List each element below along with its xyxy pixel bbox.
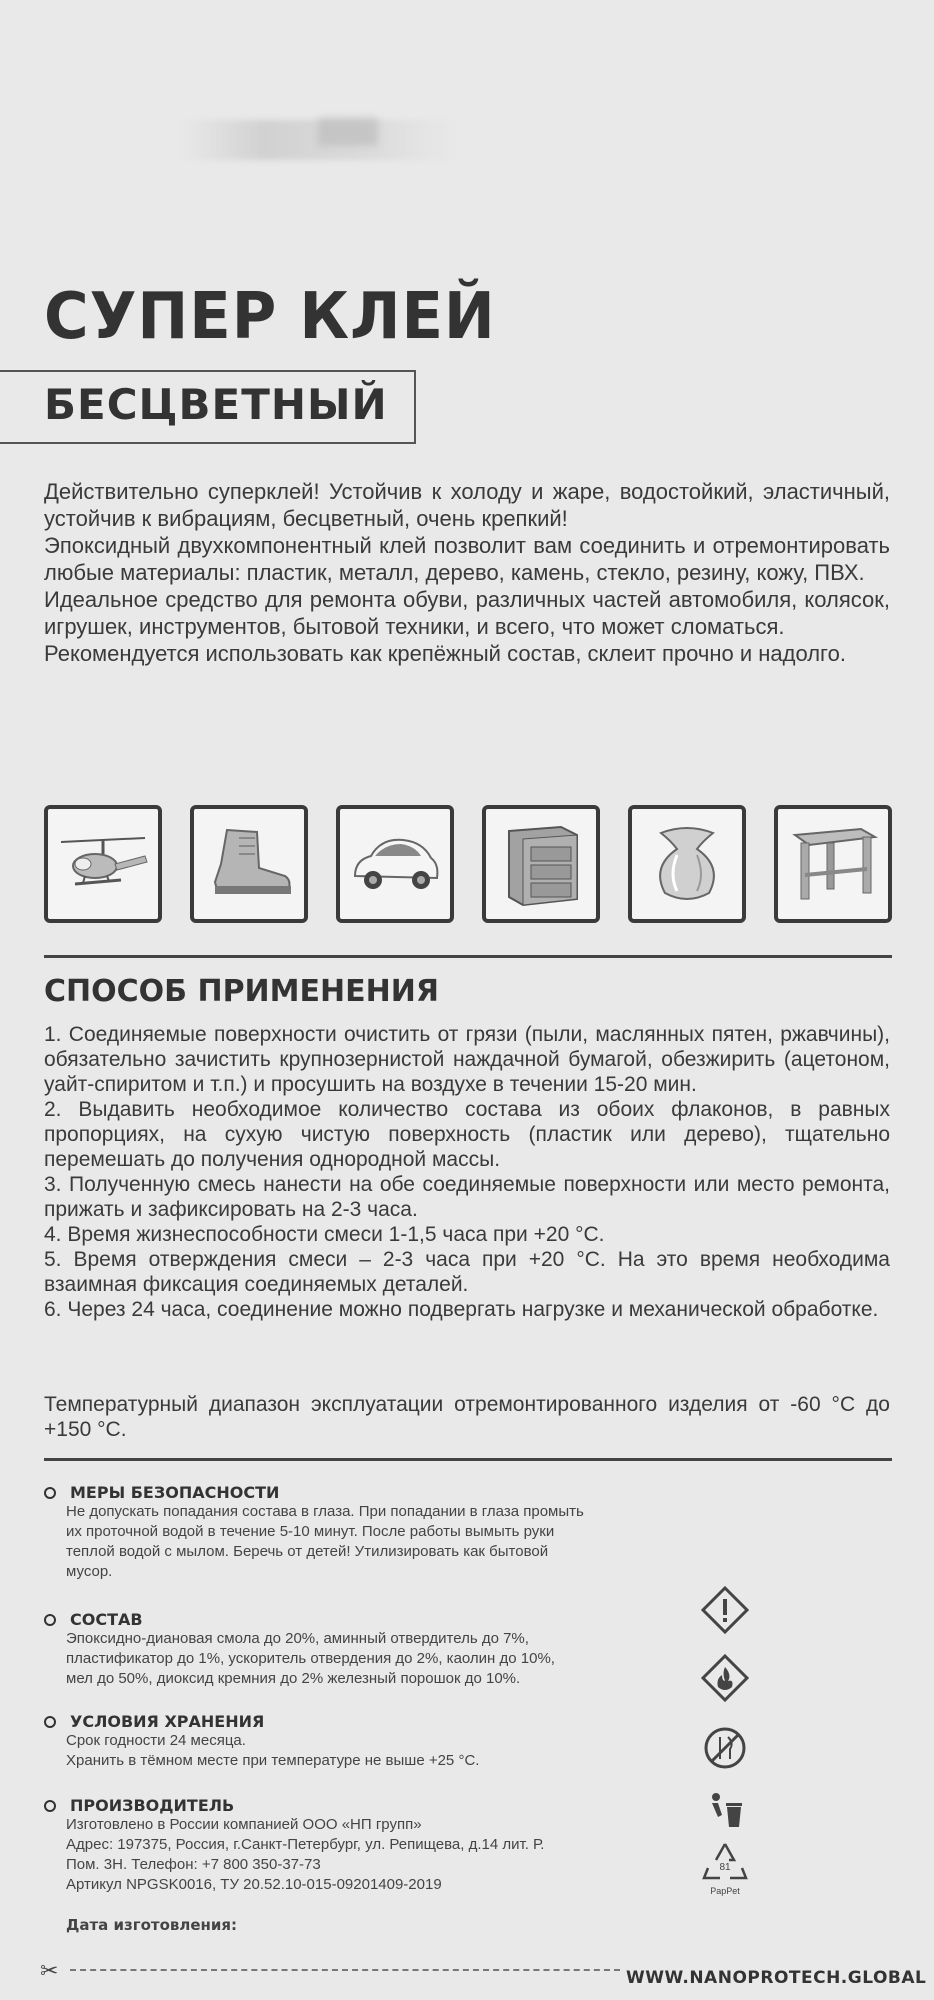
recycle-icon	[700, 1840, 750, 1898]
bullet-icon	[44, 1716, 56, 1728]
bullet-icon	[44, 1614, 56, 1626]
product-subtitle: БЕСЦВЕТНЫЙ	[44, 380, 388, 429]
bullet-icon	[44, 1800, 56, 1812]
bullet-icon	[44, 1487, 56, 1499]
composition-line: пластификатор до 1%, ускоритель отвердения до 2%, каолин до 10%,	[66, 1650, 555, 1667]
website-url: WWW.NANOPROTECH.GLOBAL	[626, 1968, 927, 1988]
application-icons	[44, 805, 892, 923]
intro-paragraph: Идеальное средство для ремонта обуви, различных частей автомобиля, колясок, игрушек, инструментов, бытовой техники, и всего, что может сломаться.	[44, 587, 890, 639]
drawers-icon	[482, 805, 600, 923]
safety-line: Не допускать попадания состава в глаза. При попадании в глаза промыть	[66, 1503, 584, 1520]
composition-heading: СОСТАВ	[70, 1610, 143, 1629]
helicopter-icon	[44, 805, 162, 923]
safety-section	[44, 1483, 684, 1582]
intro-paragraph: Рекомендуется использовать как крепёжный состав, склеит прочно и надолго.	[44, 641, 846, 666]
no-food-icon	[700, 1723, 750, 1773]
composition-line: мел до 50%, диоксид кремния до 2% железный порошок до 10%.	[66, 1670, 521, 1687]
usage-step: 6. Через 24 часа, соединение можно подвергать нагрузке и механической обработке.	[44, 1298, 879, 1321]
temperature-range: Температурный диапазон эксплуатации отремонтированного изделия от -60 °С до +150 °С.	[44, 1393, 890, 1441]
scissors-icon: ✂	[40, 1958, 59, 1983]
manufacturer-line: Изготовлено в России компанией ООО «НП групп»	[66, 1816, 422, 1833]
storage-section	[44, 1712, 684, 1771]
usage-step: 5. Время отверждения смеси – 2-3 часа при +20 °С. На это время необходима взаимная фиксация соединяемых деталей.	[44, 1248, 890, 1296]
manufacture-date-label: Дата изготовления:	[66, 1916, 238, 1934]
stool-icon	[774, 805, 892, 923]
manufacturer-section	[44, 1796, 684, 1895]
composition-line: Эпоксидно-диановая смола до 20%, аминный отвердитель до 7%,	[66, 1630, 529, 1647]
safety-line: их проточной водой в течение 5-10 минут. После работы вымыть руки	[66, 1523, 555, 1540]
composition-section	[44, 1610, 684, 1689]
intro-paragraph: Эпоксидный двухкомпонентный клей позволит вам соединить и отремонтировать любые материалы: пластик, металл, дерево, камень, стекло, резину, кожу, ПВХ.	[44, 533, 890, 585]
car-icon	[336, 805, 454, 923]
recycle-label: PapPet	[710, 1886, 740, 1896]
storage-line: Срок годности 24 месяца.	[66, 1732, 246, 1749]
manufacturer-line: Адрес: 197375, Россия, г.Санкт-Петербург, ул. Репищева, д.14 лит. Р.	[66, 1836, 545, 1853]
storage-line: Хранить в тёмном месте при температуре не выше +25 °С.	[66, 1752, 480, 1769]
manufacturer-heading: ПРОИЗВОДИТЕЛЬ	[70, 1796, 235, 1815]
usage-heading: СПОСОБ ПРИМЕНЕНИЯ	[44, 974, 439, 1009]
usage-steps	[44, 1022, 890, 1322]
vase-icon	[628, 805, 746, 923]
warning-icon	[700, 1585, 750, 1635]
section-divider	[44, 955, 892, 958]
recycle-code: 81	[719, 1862, 731, 1873]
manufacturer-line: Пом. 3Н. Телефон: +7 800 350-37-73	[66, 1856, 321, 1873]
safety-line: теплой водой с мылом. Беречь от детей! Утилизировать как бытовой	[66, 1543, 549, 1560]
usage-step: 3. Полученную смесь нанести на обе соединяемые поверхности или место ремонта, прижать и зафиксировать на 2-3 часа.	[44, 1173, 890, 1221]
safety-heading: МЕРЫ БЕЗОПАСНОСТИ	[70, 1483, 280, 1502]
blurred-logo-mark	[318, 118, 378, 146]
storage-heading: УСЛОВИЯ ХРАНЕНИЯ	[70, 1712, 265, 1731]
safety-line: мусор.	[66, 1563, 113, 1580]
intro-paragraph: Действительно суперклей! Устойчив к холоду и жаре, водостойкий, эластичный, устойчив к вибрациям, бесцветный, очень крепкий!	[44, 479, 890, 531]
product-title: СУПЕР КЛЕЙ	[44, 280, 496, 354]
boot-icon	[190, 805, 308, 923]
usage-step: 4. Время жизнеспособности смеси 1-1,5 часа при +20 °С.	[44, 1223, 605, 1246]
usage-step: 2. Выдавить необходимое количество состава из обоих флаконов, в равных пропорциях, на сухую чистую поверхность (пластик или дерево), тщательно перемешать до получения однородной массы.	[44, 1098, 890, 1171]
usage-step: 1. Соединяемые поверхности очистить от грязи (пыли, маслянных пятен, ржавчины), обязательно зачистить крупнозернистой наждачной бумагой, обезжирить (ацетоном, уайт-спиритом и т.п.) и просушить на воздухе в течении 15-20 мин.	[44, 1023, 890, 1096]
flammable-icon	[700, 1653, 750, 1703]
manufacturer-line: Артикул NPGSK0016, ТУ 20.52.10-015-09201409-2019	[66, 1876, 442, 1893]
cut-line	[70, 1969, 620, 1971]
intro-text	[44, 478, 890, 667]
dispose-bin-icon	[700, 1785, 750, 1835]
section-divider	[44, 1458, 892, 1461]
